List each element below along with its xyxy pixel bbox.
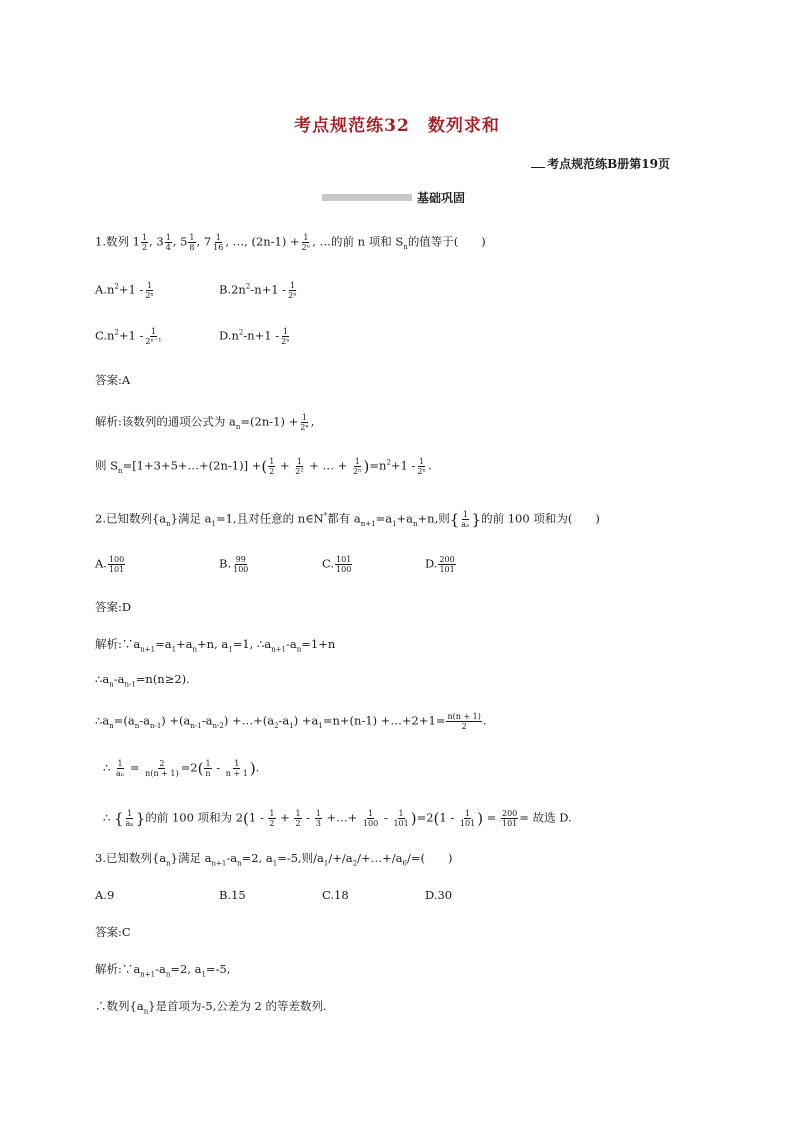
textbook-reference	[531, 155, 670, 172]
q3-option-b: B.15	[219, 888, 246, 902]
section-title: 基础巩固	[417, 191, 466, 205]
underline-mark	[531, 167, 545, 168]
q1-explain-1: 解析:该数列的通项公式为 $a_n=(2n-1)$ + $\frac{1}{\text{2ⁿ}}$ ,	[95, 413, 315, 432]
q2-explain-4: ∴ $\frac{1}{\text{aₙ}}$ = $\frac{2}{n(n + 1)}$ =2( $\frac{1}{n}$ - $\frac{1}{n + 1}$ ).	[103, 759, 260, 778]
section-bar	[322, 194, 412, 201]
q1-option-b: $B.2n^2-n+1$ - $\frac{1}{\text{2ⁿ}}$	[219, 281, 297, 300]
q1-stem: 1.数列 1 $\frac{1}{2}$ , 3 $\frac{1}{4}$ , 5 $\frac{1}{8}$ , 7 $\frac{1}{16}$ , …, (2n-1) + $\frac{1}{\text{2ⁿ}}$ , …的前 n 项和 $S_n$的值等于( )	[95, 233, 486, 252]
q3-explain-1: 解析$:\because a_{n+1}-a_n=2$, $a_1=-5$,	[95, 962, 231, 979]
q2-explain-5: ∴ { $\frac{1}{\text{aₙ}}$ }的前 100 项和为 2(1 - $\frac{1}{2}$ + $\frac{1}{2}$ - $\frac{1}{3}$ +…+ $\frac{1}{100}$ - $\frac{1}{101}$ )=2(1 - $\frac{1}{101}$ ) = $\frac{200}{101}$ = 故选 D.	[103, 809, 572, 828]
q3-option-a: A.9	[95, 888, 115, 902]
q2-explain-1: 解析$:\because a_{n+1}=a_1+a_n+n$, $a_1=1$, $\therefore a_{n+1}-a_n=1+n$	[95, 637, 336, 654]
page-title: 考点规范练32 数列求和	[294, 116, 500, 136]
q1-option-c: $C.n^2+1$ - $\frac{1}{\text{2ⁿ⁻¹}}$	[95, 327, 162, 346]
textbook-reference-text: 考点规范练B册第19页	[547, 157, 670, 171]
q2-option-d: D. $\frac{200}{101}$	[425, 555, 455, 574]
q2-explain-2: $\therefore a_n-a_{n-1}=n(n\ge 2)$.	[95, 672, 190, 689]
q1-answer: 答案:A	[95, 373, 131, 387]
q1-option-d: $D.n^2-n+1$ - $\frac{1}{\text{2ⁿ}}$	[219, 327, 290, 346]
q1-option-a: $A.n^2+1$ - $\frac{1}{\text{2ⁿ}}$	[95, 281, 154, 300]
q2-explain-3: $\therefore a_n=(a_n-a_{n-1}) +(a_{n-1}-a_{n-2})$ $+\dots+(a_2-a_1) +a_1=n+(n-1)$ +…+2+1= $\frac{n(n + 1)}{2}$ .	[95, 712, 487, 731]
q3-option-c: C.18	[322, 888, 349, 902]
q2-option-b: B. $\frac{99}{100}$	[219, 555, 249, 574]
q3-option-d: D.30	[425, 888, 453, 902]
q2-option-c: C. $\frac{101}{100}$	[322, 555, 352, 574]
q3-explain-2: ∴数列$\{a_n\}$是首项为-5,公差为 2 的等差数列.	[95, 999, 327, 1016]
q2-option-a: A. $\frac{100}{101}$	[95, 555, 125, 574]
q2-answer: 答案:D	[95, 600, 132, 614]
q1-explain-2: 则 $S_n=[1+3+5+\dots+(2n-1)]$ +( $\frac{1}{2}$ + $\frac{1}{\text{2²}}$ + … + $\frac{1}{\text{2ⁿ}}$ )$=n^2+1$ - $\frac{1}{\text{2ⁿ}}$ .	[95, 457, 432, 476]
q2-stem: 2.已知数列$\{a_n\}$满足 $a_1=1$,且对任意的 n∈N*都有 $a_{n+1}=a_1+a_n+n$,则{ $\frac{1}{\text{aₙ}}$ }的前 100 项和为( )	[95, 510, 600, 529]
q3-stem: 3.已知数列$\{a_n\}$满足 $a_{n+1}-a_n=2$, $a_1=-5$,则$/a_1/+/a_2/+\dots+/a_6/=$( )	[95, 851, 453, 868]
q3-answer: 答案:C	[95, 925, 131, 939]
